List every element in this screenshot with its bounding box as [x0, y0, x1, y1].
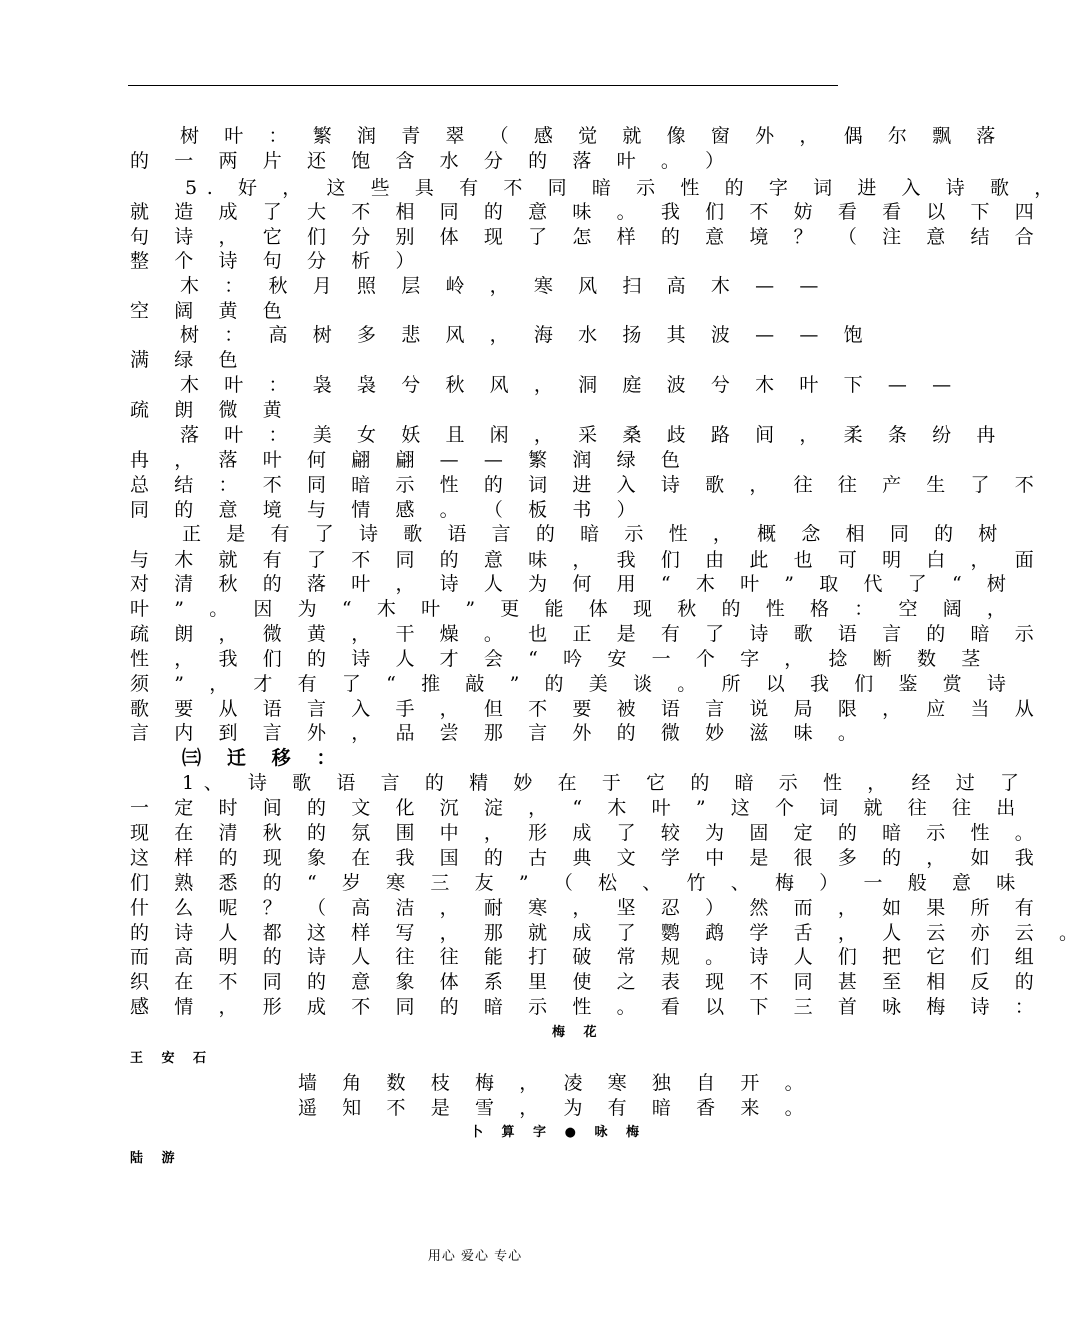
text-line: 与 木 就 有 了 不 同 的 意 味 ， 我 们 由 此 也 可 明 白 ， 面	[130, 549, 1044, 571]
text-line: 性 ， 我 们 的 诗 人 才 会 “ 吟 安 一 个 字 ， 捻 断 数 茎	[130, 648, 990, 670]
text-line: 满 绿 色	[130, 349, 248, 371]
text-line: 冉 ， 落 叶 何 翩 翩 — — 繁 润 绿 色	[130, 449, 690, 471]
text-line: 梅 花	[552, 1025, 604, 1040]
text-line: 正 是 有 了 诗 歌 语 言 的 暗 示 性 ， 概 念 相 同 的 树	[182, 523, 1007, 545]
text-line: 们 熟 悉 的 “ 岁 寒 三 友 ” （ 松 、 竹 、 梅 ） 一 般 意 味	[130, 872, 1025, 894]
text-line: 5. 好 ， 这 些 具 有 不 同 暗 示 性 的 字 词 进 入 诗 歌 ，	[185, 177, 1063, 199]
header-rule	[128, 85, 838, 86]
text-line: 空 阔 黄 色	[130, 300, 292, 322]
text-line: 言 内 到 言 外 ， 品 尝 那 言 外 的 微 妙 滋 味 。	[130, 722, 867, 744]
text-line: 疏 朗 ， 微 黄 ， 干 燥 。 也 正 是 有 了 诗 歌 语 言 的 暗 示	[130, 623, 1044, 645]
text-line: 总 结 ： 不 同 暗 示 性 的 词 进 入 诗 歌 ， 往 往 产 生 了 不	[130, 474, 1044, 496]
text-line: 一 定 时 间 的 文 化 沉 淀 ， “ 木 叶 ” 这 个 词 就 往 往 出	[130, 797, 1025, 819]
text-line: 卜 算 字 ● 咏 梅	[470, 1125, 646, 1140]
text-line: 什 么 呢 ？ （ 高 洁 ， 耐 寒 ， 坚 忍 ） 然 而 ， 如 果 所 有	[130, 897, 1044, 919]
page-footer: 用心 爱心 专心	[427, 1249, 523, 1264]
text-line: 遥 知 不 是 雪 ， 为 有 暗 香 来 。	[298, 1097, 814, 1119]
text-line: 歌 要 从 语 言 入 手 ， 但 不 要 被 语 言 说 局 限 ， 应 当 从	[130, 698, 1044, 720]
text-line: 句 诗 ， 它 们 分 别 体 现 了 怎 样 的 意 境 ？ （ 注 意 结 合	[130, 226, 1044, 248]
text-line: 的 一 两 片 还 饱 含 水 分 的 落 叶 。 ）	[130, 150, 734, 172]
text-line: 而 高 明 的 诗 人 往 往 能 打 破 常 规 。 诗 人 们 把 它 们 组	[130, 946, 1044, 968]
text-line: 叶 ” 。 因 为 “ 木 叶 ” 更 能 体 现 秋 的 性 格 ： 空 阔 ，	[130, 598, 1016, 620]
text-line: 落 叶 ： 美 女 妖 且 闲 ， 采 桑 歧 路 间 ， 柔 条 纷 冉	[180, 424, 1005, 446]
text-line: 木 叶 ： 袅 袅 兮 秋 风 ， 洞 庭 波 兮 木 叶 下 — —	[180, 374, 961, 396]
text-line: 感 情 ， 形 成 不 同 的 暗 示 性 。 看 以 下 三 首 咏 梅 诗 ：	[130, 996, 1044, 1018]
text-line: 树 叶 ： 繁 润 青 翠 （ 感 觉 就 像 窗 外 ， 偶 尔 飘 落	[180, 125, 1005, 147]
text-line: 陆 游	[130, 1151, 182, 1166]
text-line: 须 ” ， 才 有 了 “ 推 敲 ” 的 美 谈 。 所 以 我 们 鉴 赏 诗	[130, 673, 1016, 695]
text-line: ㈢ 迁 移 ：	[182, 747, 346, 769]
text-line: 王 安 石	[130, 1051, 214, 1066]
text-line: 这 样 的 现 象 在 我 国 的 古 典 文 学 中 是 很 多 的 ， 如 我	[130, 847, 1044, 869]
text-line: 就 造 成 了 大 不 相 同 的 意 味 。 我 们 不 妨 看 看 以 下 四	[130, 201, 1044, 223]
text-line: 树 ： 高 树 多 悲 风 ， 海 水 扬 其 波 — — 饱	[180, 324, 873, 346]
text-line: 的 诗 人 都 这 样 写 ， 那 就 成 了 鹦 鹉 学 舌 ， 人 云 亦 云 。	[130, 922, 1088, 944]
text-line: 木 ： 秋 月 照 层 岭 ， 寒 风 扫 高 木 — —	[180, 275, 828, 297]
text-line: 对 清 秋 的 落 叶 ， 诗 人 为 何 用 “ 木 叶 ” 取 代 了 “ 树	[130, 573, 1016, 595]
text-line: 整 个 诗 句 分 析 ）	[130, 250, 425, 272]
text-line: 现 在 清 秋 的 氛 围 中 ， 形 成 了 较 为 固 定 的 暗 示 性 。	[130, 822, 1044, 844]
text-line: 疏 朗 微 黄	[130, 399, 292, 421]
text-line: 同 的 意 境 与 情 感 。 （ 板 书 ）	[130, 499, 646, 521]
text-line: 墙 角 数 枝 梅 ， 凌 寒 独 自 开 。	[298, 1072, 814, 1094]
text-line: 1、 诗 歌 语 言 的 精 妙 在 于 它 的 暗 示 性 ， 经 过 了	[182, 772, 1029, 794]
text-line: 织 在 不 同 的 意 象 体 系 里 使 之 表 现 不 同 甚 至 相 反 的	[130, 971, 1044, 993]
